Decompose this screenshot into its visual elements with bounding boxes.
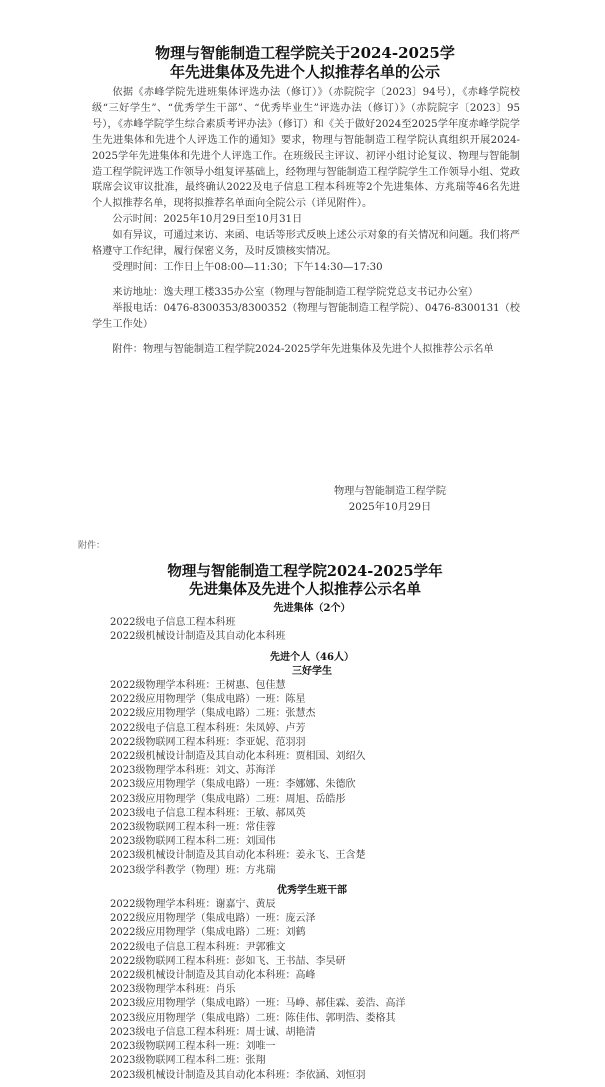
notice-body xyxy=(92,85,520,358)
attachment-title xyxy=(70,563,540,599)
sanhao-item: 2022级物理学本科班：王树惠、包佳慧 xyxy=(110,680,286,692)
cadre-item: 2022级应用物理学（集成电路）二班：刘鹤 xyxy=(110,927,306,939)
signature-org: 物理与智能制造工程学院 xyxy=(333,486,447,497)
collective-item: 2022级机械设计制造及其自动化本科班 xyxy=(110,631,286,643)
cadre-item: 2022级机械设计制造及其自动化本科班：高峰 xyxy=(110,970,316,982)
sanhao-item: 2023级应用物理学（集成电路）一班：李娜娜、朱德欣 xyxy=(110,779,356,791)
sanhao-item: 2022级应用物理学（集成电路）二班：张慧杰 xyxy=(110,708,316,720)
cadre-item: 2023级应用物理学（集成电路）二班：陈佳伟、郭明浩、娄格其 xyxy=(110,1012,396,1024)
signature-block xyxy=(280,484,500,516)
sanhao-item: 2023级物联网工程本科二班：刘国伟 xyxy=(110,836,276,848)
cadre-item: 2023级物联网工程本科二班：张翔 xyxy=(110,1055,266,1067)
notice-title xyxy=(60,44,550,82)
sanhao-item: 2023级电子信息工程本科班：王敏、郝凤英 xyxy=(110,807,306,819)
individual-heading: 先进个人（46人） xyxy=(270,651,354,663)
nominee-list xyxy=(92,602,532,1083)
basis-paragraph: 依据《赤峰学院先进班集体评选办法（修订）》（赤院院字〔2023〕94号），《赤峰学院校级“三好学生”、“优秀学生干部”、“优秀毕业生”评选办法（修订）》（赤院院字〔2023〕95号），《赤峰学院学生综合素质考评办法》（修订）和《关于做好2024至2025学年度赤峰学院学生先进集体和先进个人评选工作的通知》要求，物理与智能制造工程学院认真组织开展2024-2025学年先进集体和先进个人评选工作。在班级民主评议、初评小组讨论复议、物理与智能制造工程学院评选工作领导小组复评基础上，经物理与智能制造工程学院学生工作领导小组、党政联席会议审议批准，最终确认2022及电子信息工程本科班等2个先进集体、方兆瑞等46名先进个人拟推荐名单，现将拟推荐名单面向全院公示（详见附件）。 xyxy=(92,87,520,210)
publicity-period: 公示时间：2025年10月29日至10月31日 xyxy=(112,214,303,226)
cadre-item: 2023级物理学本科班：肖乐 xyxy=(110,984,236,996)
sanhao-item: 2022级物联网工程本科班：李亚妮、范羽羽 xyxy=(110,736,306,748)
sanhao-item: 2022级机械设计制造及其自动化本科班：贾相国、刘绍久 xyxy=(110,751,366,763)
attachment-label: 附件： xyxy=(78,541,106,551)
sanhao-item: 2023级应用物理学（集成电路）二班：周旭、岳皓彤 xyxy=(110,793,346,805)
report-phone: 举报电话：0476-8300353/8300352（物理与智能制造工程学院）、0476-8300131（校学生工作处） xyxy=(92,302,520,330)
cadre-item: 2023级电子信息工程本科班：周士诚、胡艳清 xyxy=(110,1026,316,1038)
attachment-note: 附件：物理与智能制造工程学院2024-2025学年先进集体及先进个人拟推荐公示名单 xyxy=(112,343,494,355)
cadre-item: 2022级物联网工程本科班：彭如飞、王书喆、李昊研 xyxy=(110,955,346,967)
cadre-item: 2022级电子信息工程本科班：尹郭雅文 xyxy=(110,941,286,953)
collective-heading: 先进集体（2个） xyxy=(273,603,351,614)
sanhao-heading: 三好学生 xyxy=(292,665,332,677)
cadre-item: 2023级物联网工程本科一班：刘唯一 xyxy=(110,1041,276,1053)
sanhao-item: 2022级电子信息工程本科班：朱凤婷、卢芳 xyxy=(110,722,306,734)
notice-title-line-2: 年先进集体及先进个人拟推荐名单的公示 xyxy=(169,63,440,81)
sanhao-item: 2023级机械设计制造及其自动化本科班：姜永飞、王含楚 xyxy=(110,850,366,862)
attachment-title-line-2: 先进集体及先进个人拟推荐公示名单 xyxy=(189,581,421,598)
cadre-item: 2023级应用物理学（集成电路）一班：马峥、郝佳霖、姜浩、高洋 xyxy=(110,998,406,1010)
visit-address: 来访地址：逸夫理工楼335办公室（物理与智能制造工程学院党总支书记办公室） xyxy=(112,286,479,298)
cadre-item: 2023级机械设计制造及其自动化本科班：李依涵、刘恒羽 xyxy=(110,1069,366,1081)
cadre-item: 2022级物理学本科班：谢嘉宁、黄辰 xyxy=(110,899,276,911)
sanhao-item: 2022级应用物理学（集成电路）一班：陈星 xyxy=(110,694,306,706)
sanhao-item: 2023级物联网工程本科一班：常佳蓉 xyxy=(110,822,276,834)
sanhao-item: 2023级学科教学（物理）班：方兆瑞 xyxy=(110,864,276,876)
attachment-title-line-1: 物理与智能制造工程学院2024-2025学年 xyxy=(167,563,443,580)
collective-item: 2022级电子信息工程本科班 xyxy=(110,617,236,629)
signature-date: 2025年10月29日 xyxy=(348,502,432,513)
cadre-item: 2022级应用物理学（集成电路）一班：庞云泽 xyxy=(110,913,316,925)
acceptance-time: 受理时间：工作日上午08:00—11:30；下午14:30—17:30 xyxy=(112,261,383,273)
cadre-heading: 优秀学生班干部 xyxy=(277,884,347,896)
notice-title-line-1: 物理与智能制造工程学院关于2024-2025学 xyxy=(155,44,455,62)
sanhao-item: 2023级物理学本科班：刘文、苏海洋 xyxy=(110,765,276,777)
objection-paragraph: 如有异议，可通过来访、来函、电话等形式反映上述公示对象的有关情况和问题。我们将严格遵守工作纪律，履行保密义务，及时反馈核实情况。 xyxy=(92,230,520,258)
